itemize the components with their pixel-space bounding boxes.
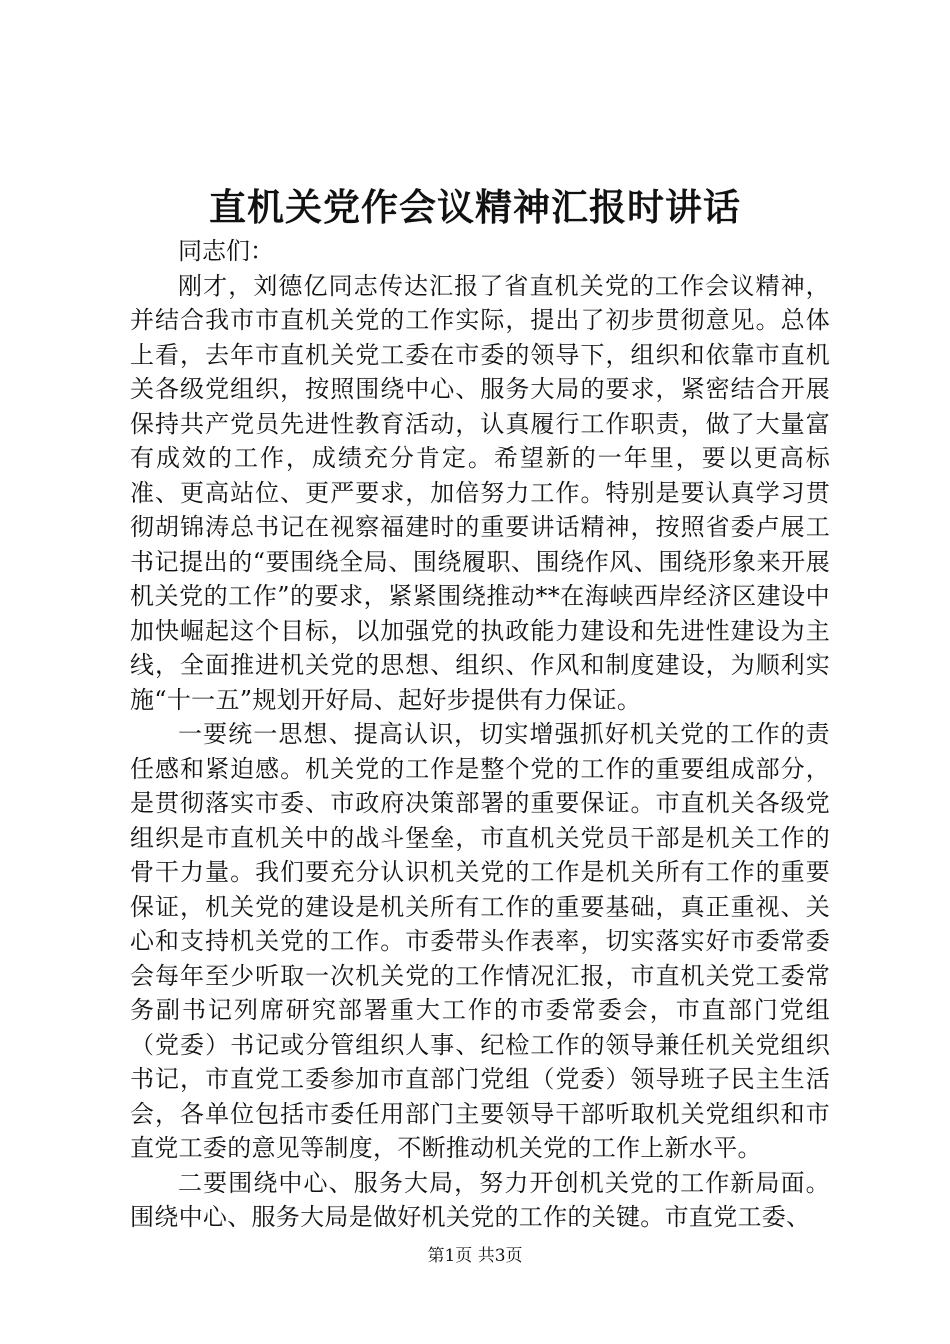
paragraph-point-one: 一要统一思想、提高认识，切实增强抓好机关党的工作的责任感和紧迫感。机关党的工作是整个党的工作的重要组成部分，是贯彻落实市委、市政府决策部署的重要保证。市直机关各级党组织是市直机关中的战斗堡垒，市直机关党员干部是机关工作的骨干力量。我们要充分认识机关党的工作是机关所有工作的重要保证，机关党的建设是机关所有工作的重要基础，真正重视、关心和支持机关党的工作。市委带头作表率，切实落实好市委常委会每年至少听取一次机关党的工作情况汇报，市直机关党工委常务副书记列席研究部署重大工作的市委常委会，市直部门党组（党委）书记或分管组织人事、纪检工作的领导兼任机关党组织书记，市直党工委参加市直部门党组（党委）领导班子民主生活会，各单位包括市委任用部门主要领导干部听取机关党组织和市直党工委的意见等制度，不断推动机关党的工作上新水平。 (130, 720, 830, 1162)
document-title: 直机关党作会议精神汇报时讲话 (209, 185, 741, 229)
page-number-footer: 第1页 共3页 (427, 1246, 523, 1266)
document-body (130, 234, 830, 1235)
paragraph-intro: 刚才，刘德亿同志传达汇报了省直机关党的工作会议精神，并结合我市市直机关党的工作实际，提出了初步贯彻意见。总体上看，去年市直机关党工委在市委的领导下，组织和依靠市直机关各级党组织，按照围绕中心、服务大局的要求，紧密结合开展保持共产党员先进性教育活动，认真履行工作职责，做了大量富有成效的工作，成绩充分肯定。希望新的一年里，要以更高标准、更高站位、更严要求，加倍努力工作。特别是要认真学习贯彻胡锦涛总书记在视察福建时的重要讲话精神，按照省委卢展工书记提出的“要围绕全局、围绕履职、围绕作风、围绕形象来开展机关党的工作”的要求，紧紧围绕推动**在海峡西岸经济区建设中加快崛起这个目标，以加强党的执政能力建设和先进性建设为主线，全面推进机关党的思想、组织、作风和制度建设，为顺利实施“十一五”规划开好局、起好步提供有力保证。 (130, 271, 830, 714)
paragraph-point-two: 二要围绕中心、服务大局，努力开创机关党的工作新局面。围绕中心、服务大局是做好机关党的工作的关键。市直党工委、 (130, 1168, 830, 1231)
greeting-line: 同志们： (178, 237, 274, 265)
